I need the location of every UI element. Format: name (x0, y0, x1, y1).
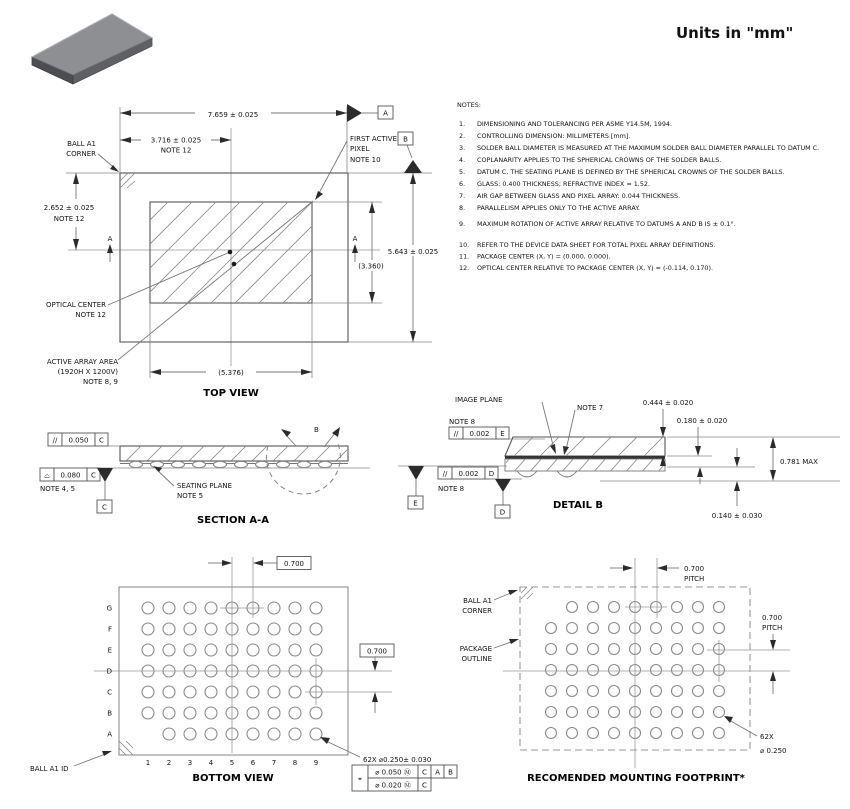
datum-d-label: D (499, 508, 506, 517)
svg-text:2.652 ± 0.025: 2.652 ± 0.025 (43, 204, 95, 212)
notes-block (457, 101, 819, 272)
svg-text:C: C (91, 471, 96, 480)
svg-text:5.643 ± 0.025: 5.643 ± 0.025 (387, 248, 439, 256)
svg-text:CORNER: CORNER (462, 607, 492, 615)
footprint-title: RECOMENDED MOUNTING FOOTPRINT* (527, 773, 745, 784)
note-text: DIMENSIONING AND TOLERANCING PER ASME Y14.5M, 1994. (477, 120, 672, 128)
mounting-pad (714, 623, 725, 634)
solder-ball (310, 644, 322, 656)
svg-text:A: A (435, 768, 440, 777)
col-label: 9 (313, 759, 319, 767)
solder-ball (163, 707, 175, 719)
note-number: 4. (459, 156, 466, 164)
solder-ball (142, 644, 154, 656)
row-label: A (107, 730, 112, 739)
row-label: B (107, 709, 112, 718)
solder-ball (310, 707, 322, 719)
svg-text:SEATING PLANE: SEATING PLANE (177, 482, 233, 490)
mounting-pad (714, 686, 725, 697)
mounting-pad (546, 707, 557, 718)
footprint-a1-mark (521, 587, 533, 599)
svg-text:C: C (422, 768, 427, 777)
mounting-pad (672, 665, 683, 676)
row-label: F (107, 625, 112, 634)
solder-ball (184, 602, 196, 614)
datum-c-label: C (102, 503, 107, 512)
label-seating-plane (153, 466, 232, 500)
svg-text:(5.376): (5.376) (218, 369, 244, 377)
section-solder-balls (130, 461, 332, 467)
mounting-pad (651, 665, 662, 676)
solder-ball (142, 602, 154, 614)
dim-optical-y (44, 173, 94, 250)
section-ball (319, 461, 332, 467)
note-number: 5. (459, 168, 466, 176)
dim-pitch-vertical (360, 644, 394, 713)
fcf-ball-position (352, 765, 457, 791)
svg-text:62X ⌀0.250± 0.030: 62X ⌀0.250± 0.030 (363, 756, 432, 764)
ball-callout (320, 737, 431, 764)
svg-text://: // (52, 436, 58, 445)
mounting-pad (693, 644, 704, 655)
svg-text:0.700: 0.700 (366, 647, 388, 656)
note-number: 11. (459, 252, 470, 261)
mounting-pad (672, 728, 683, 739)
mounting-pad (672, 602, 683, 613)
svg-text:PITCH: PITCH (684, 575, 705, 583)
mounting-pad (651, 728, 662, 739)
svg-text://: // (442, 470, 448, 478)
solder-ball (142, 623, 154, 635)
datum-d-flag (490, 479, 522, 518)
fcf-profile-c (40, 468, 100, 493)
fcf-parallelism-c (48, 433, 120, 446)
section-ball (193, 461, 206, 467)
mounting-pad (609, 602, 620, 613)
bottom-view-title: BOTTOM VIEW (192, 773, 274, 784)
solder-ball (184, 644, 196, 656)
note-text: PACKAGE CENTER (X, Y) = (0.000, 0.000). (477, 252, 611, 261)
solder-ball (184, 728, 196, 740)
units-label: Units in "mm" (676, 24, 794, 42)
svg-text:⌀ 0.250: ⌀ 0.250 (760, 747, 787, 755)
dim-package-width (120, 104, 393, 122)
solder-ball (247, 707, 259, 719)
solder-ball (163, 644, 175, 656)
svg-text:⌀ 0.050 Ⓜ: ⌀ 0.050 Ⓜ (375, 768, 411, 777)
svg-text:NOTE 12: NOTE 12 (53, 215, 85, 223)
mounting-pad (546, 728, 557, 739)
mounting-pad (588, 665, 599, 676)
section-ball (172, 461, 185, 467)
mounting-pad (588, 644, 599, 655)
section-ball (235, 461, 248, 467)
svg-text:0.080: 0.080 (60, 471, 81, 480)
mounting-pad (672, 707, 683, 718)
mounting-pad (588, 728, 599, 739)
svg-text:BALL A1 ID: BALL A1 ID (30, 765, 69, 773)
mounting-pad (609, 644, 620, 655)
solder-ball (289, 728, 301, 740)
svg-text:NOTE 8: NOTE 8 (449, 418, 476, 426)
note-number: 1. (459, 120, 466, 128)
solder-ball (289, 644, 301, 656)
solder-ball (289, 707, 301, 719)
solder-ball (184, 686, 196, 698)
svg-text:0.140 ± 0.030: 0.140 ± 0.030 (711, 512, 763, 520)
section-ball (277, 461, 290, 467)
svg-text:C: C (422, 781, 427, 790)
solder-ball (268, 728, 280, 740)
mounting-pad (588, 602, 599, 613)
solder-ball (163, 728, 175, 740)
label-ball-a1-id (30, 751, 112, 773)
solder-ball (268, 602, 280, 614)
note-number: 8. (459, 204, 466, 212)
svg-text:NOTE 7: NOTE 7 (577, 404, 604, 412)
mounting-pad (651, 644, 662, 655)
mounting-pad (609, 707, 620, 718)
note-text: SOLDER BALL DIAMETER IS MEASURED AT THE MAXIMUM SOLDER BALL DIAMETER PARALLEL TO DATUM C. (477, 144, 820, 152)
fp-label-package-outline (460, 639, 519, 663)
note-text: DATUM C, THE SEATING PLANE IS DEFINED BY THE SPHERICAL CROWNS OF THE SOLDER BALLS. (477, 168, 785, 176)
note-text: PARALLELISM APPLIES ONLY TO THE ACTIVE ARRAY. (477, 204, 640, 212)
row-labels (107, 605, 113, 739)
mounting-pad (609, 665, 620, 676)
mounting-pad (588, 623, 599, 634)
col-label: 6 (250, 759, 256, 767)
dim-ball-standoff (712, 448, 762, 520)
section-aa-title: SECTION A-A (197, 515, 269, 526)
svg-text:A: A (352, 235, 358, 243)
solder-ball (205, 728, 217, 740)
note-number: 12. (459, 264, 470, 272)
footprint-view (460, 558, 796, 784)
detail-b-view (398, 396, 840, 520)
package-center-dot (232, 262, 237, 267)
label-active-array-area (47, 358, 118, 386)
svg-text:B: B (448, 768, 453, 777)
top-view (40, 104, 454, 399)
svg-text:⌖: ⌖ (358, 775, 362, 783)
solder-ball (289, 602, 301, 614)
ball-a1-corner-mark (120, 173, 135, 188)
svg-text:FIRST ACTIVE: FIRST ACTIVE (350, 135, 398, 143)
mounting-pad (693, 602, 704, 613)
col-labels (146, 759, 318, 767)
svg-text:0.700: 0.700 (684, 565, 705, 573)
svg-text:IMAGE PLANE: IMAGE PLANE (455, 396, 503, 404)
mounting-pad (567, 644, 578, 655)
ball-a1-id-mark (119, 741, 133, 755)
svg-text:0.444 ± 0.020: 0.444 ± 0.020 (642, 399, 694, 407)
mounting-pad (672, 686, 683, 697)
fp-label-ball-a1-corner (462, 590, 518, 615)
note-text: COPLANARITY APPLIES TO THE SPHERICAL CROWNS OF THE SOLDER BALLS. (477, 156, 722, 164)
svg-text:D: D (488, 470, 495, 478)
solder-ball (205, 707, 217, 719)
note-text: REFER TO THE DEVICE DATA SHEET FOR TOTAL PIXEL ARRAY DEFINITIONS. (477, 241, 716, 249)
mounting-pad (588, 707, 599, 718)
dim-active-width (150, 366, 312, 377)
row-label: G (106, 604, 112, 613)
solder-ball (163, 623, 175, 635)
solder-ball (184, 623, 196, 635)
svg-text:BALL A1: BALL A1 (67, 140, 96, 148)
datum-a-label: A (383, 109, 388, 118)
svg-text:ACTIVE ARRAY AREA: ACTIVE ARRAY AREA (46, 358, 118, 366)
svg-text:7.659 ± 0.025: 7.659 ± 0.025 (207, 111, 259, 119)
package-3d-image (32, 14, 152, 84)
svg-text:PIXEL: PIXEL (350, 145, 370, 153)
datum-e-flag (408, 466, 424, 509)
mounting-pad (693, 623, 704, 634)
row-label: C (107, 688, 112, 697)
fcf-parallelism-d (438, 467, 498, 493)
svg-text:62X: 62X (760, 733, 774, 741)
note-text: AIR GAP BETWEEN GLASS AND PIXEL ARRAY: 0.044 THICKNESS. (477, 192, 681, 200)
fp-dim-pitch-vertical (758, 610, 796, 694)
col-label: 5 (229, 759, 235, 767)
svg-text:0.700: 0.700 (762, 614, 783, 622)
note-number: 3. (459, 144, 466, 152)
mounting-pad (714, 602, 725, 613)
detail-b-title: DETAIL B (552, 500, 604, 511)
mounting-pad (693, 707, 704, 718)
col-label: 7 (271, 759, 277, 767)
mounting-pad (567, 686, 578, 697)
svg-text:0.781 MAX: 0.781 MAX (780, 458, 818, 466)
svg-text:PACKAGE: PACKAGE (459, 645, 492, 653)
section-ball (130, 461, 143, 467)
detail-b-letter: B (314, 426, 319, 434)
solder-ball (268, 644, 280, 656)
notes-list (459, 120, 819, 272)
bottom-view (30, 557, 457, 792)
svg-text:(3.360): (3.360) (358, 262, 384, 271)
optical-center-dot (228, 250, 233, 255)
note-text: GLASS: 0.400 THICKNESS; REFRACTIVE INDEX = 1.52. (477, 180, 650, 188)
mounting-pad (693, 686, 704, 697)
svg-text:NOTE 8: NOTE 8 (438, 485, 465, 493)
col-label: 2 (166, 759, 172, 767)
svg-text:OUTLINE: OUTLINE (461, 655, 492, 663)
mounting-pad (546, 665, 557, 676)
datum-a-triangle (347, 104, 362, 122)
dim-total-height (770, 437, 818, 481)
col-label: 4 (208, 759, 214, 767)
solder-ball (205, 686, 217, 698)
mounting-pad (567, 707, 578, 718)
note-number: 6. (459, 180, 466, 188)
solder-ball (205, 602, 217, 614)
mounting-pad (651, 623, 662, 634)
mounting-pad (567, 623, 578, 634)
solder-ball (247, 623, 259, 635)
svg-text:C: C (99, 436, 104, 445)
top-view-title: TOP VIEW (203, 388, 259, 399)
svg-text:⌓: ⌓ (44, 471, 50, 480)
section-ball (214, 461, 227, 467)
mounting-pad (567, 602, 578, 613)
row-label: E (107, 646, 112, 655)
svg-text://: // (453, 430, 459, 438)
solder-ball (310, 602, 322, 614)
svg-text:0.002: 0.002 (469, 430, 490, 438)
section-ball (256, 461, 269, 467)
dim-optical-x (120, 133, 231, 155)
svg-text:(1920H X 1200V): (1920H X 1200V) (57, 368, 118, 376)
col-label: 8 (292, 759, 298, 767)
svg-text:0.002: 0.002 (458, 470, 479, 478)
note-number: 9. (459, 220, 466, 228)
datum-b-label: B (403, 135, 408, 144)
svg-text:3.716 ± 0.025: 3.716 ± 0.025 (150, 136, 202, 145)
mounting-pad (651, 707, 662, 718)
solder-ball (268, 707, 280, 719)
note-number: 10. (459, 241, 470, 249)
datum-b-flag (398, 132, 422, 173)
mounting-pad (609, 728, 620, 739)
mounting-pad (693, 728, 704, 739)
note-number: 7. (459, 192, 466, 200)
dim-package-height (381, 173, 445, 342)
solder-ball (205, 644, 217, 656)
solder-ball (247, 644, 259, 656)
fp-pad-callout (724, 716, 786, 755)
mounting-pad (609, 623, 620, 634)
section-aa-view (40, 426, 370, 526)
solder-ball (289, 686, 301, 698)
notes-title: NOTES: (457, 101, 481, 109)
col-label: 3 (187, 759, 193, 767)
solder-ball (310, 728, 322, 740)
datum-e-label: E (413, 499, 418, 508)
mounting-pad (714, 707, 725, 718)
detail-b-body (482, 434, 692, 477)
svg-text:NOTE 10: NOTE 10 (350, 156, 381, 164)
label-first-active-pixel (315, 135, 397, 200)
fcf-profile-note: NOTE 4, 5 (40, 485, 76, 493)
mounting-pad (567, 728, 578, 739)
svg-text:0.050: 0.050 (68, 436, 89, 445)
svg-text:NOTE 8, 9: NOTE 8, 9 (82, 378, 118, 386)
solder-ball (163, 602, 175, 614)
detail-b-callout (266, 426, 340, 494)
label-ball-a1-corner (66, 140, 119, 172)
solder-ball (247, 728, 259, 740)
solder-ball (142, 707, 154, 719)
fcf-parallelism-e (449, 418, 545, 439)
svg-text:0.180 ± 0.020: 0.180 ± 0.020 (676, 417, 728, 425)
row-label: D (106, 667, 112, 676)
mounting-pad (567, 665, 578, 676)
svg-text:⌀ 0.020 Ⓜ: ⌀ 0.020 Ⓜ (375, 781, 411, 790)
solder-ball (247, 686, 259, 698)
mounting-pad (609, 686, 620, 697)
svg-text:E: E (500, 430, 505, 438)
svg-text:NOTE 12: NOTE 12 (75, 311, 106, 319)
solder-ball (163, 686, 175, 698)
solder-ball (268, 623, 280, 635)
mounting-pad (546, 644, 557, 655)
svg-text:NOTE 5: NOTE 5 (177, 492, 204, 500)
mounting-pad (546, 623, 557, 634)
package-outline-rect (120, 173, 348, 342)
svg-text:BALL A1: BALL A1 (463, 597, 492, 605)
note-text: MAXIMUM ROTATION OF ACTIVE ARRAY RELATIVE TO DATUMS A AND B IS ± 0.1°. (477, 220, 736, 228)
svg-text:CORNER: CORNER (66, 150, 96, 158)
svg-text:0.700: 0.700 (283, 560, 305, 568)
mounting-pad (651, 686, 662, 697)
note-text: CONTROLLING DIMENSION: MILLIMETERS [mm]. (477, 132, 631, 140)
mounting-pad (672, 623, 683, 634)
svg-text:PITCH: PITCH (762, 624, 783, 632)
mounting-pad (693, 665, 704, 676)
solder-ball (268, 686, 280, 698)
solder-ball (205, 623, 217, 635)
svg-text:NOTE 12: NOTE 12 (160, 146, 192, 155)
svg-text:OPTICAL CENTER: OPTICAL CENTER (46, 301, 106, 309)
mounting-pad (714, 728, 725, 739)
mounting-pad (588, 686, 599, 697)
label-optical-center (46, 301, 106, 319)
label-note-7 (563, 404, 603, 455)
solder-ball (142, 686, 154, 698)
dim-die-stack (677, 417, 727, 484)
mounting-pad (546, 686, 557, 697)
note-text: OPTICAL CENTER RELATIVE TO PACKAGE CENTER (X, Y) = (-0.114, 0.170). (477, 264, 713, 272)
section-ball (298, 461, 311, 467)
solder-ball (184, 707, 196, 719)
solder-ball (289, 623, 301, 635)
note-number: 2. (459, 132, 466, 140)
svg-text:A: A (107, 235, 113, 243)
section-ball (151, 461, 164, 467)
mounting-pad (672, 644, 683, 655)
dim-pitch-horizontal (208, 557, 311, 570)
col-label: 1 (145, 759, 151, 767)
solder-ball (310, 623, 322, 635)
